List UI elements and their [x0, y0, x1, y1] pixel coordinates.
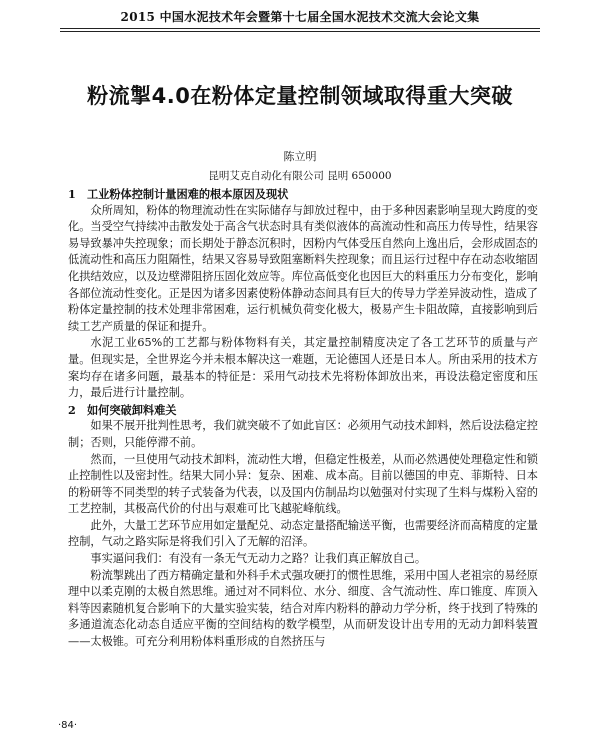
body-paragraph: 事实逼问我们：有没有一条无气无动力之路？让我们真正解放自己。: [90, 552, 427, 566]
page-number: ·84·: [58, 720, 78, 731]
header-rule: [60, 28, 540, 29]
body-paragraph: 水泥工业65%的工艺都与粉体物料有关，其定量控制精度决定了各工艺环节的质量与产量。但现实是，全世界迄今并未根本解决这一难题，无论德国人还是日本人。所由采用的技术方案均存在诸多问题，最基本的特征是：采用气动技术先将粉体卸放出来，再设法稳定密度和压力，最后进行计量控制。: [68, 336, 538, 400]
running-header: 2015 中国水泥技术年会暨第十七届全国水泥技术交流大会论文集: [120, 10, 480, 24]
header-rule: [60, 31, 540, 32]
author-name: 陈立明: [283, 150, 317, 163]
body-paragraph: 然而，一旦使用气动技术卸料，流动性大增，但稳定性极差，从而必然遇使处理稳定性和锁止控制性以及密封性。结果大同小异：复杂、困难、成本高。目前以德国的申克、菲斯特、日本的粉研等不同类型的转子式装备为代表，以及国内仿制品均以勉强对付实现了生料与煤粉入窑的工艺控制，其极高代价的付出与艰难可比飞越驼峰航线。: [68, 452, 538, 516]
article-title: 粉流掣4.0在粉体定量控制领域取得重大突破: [87, 84, 513, 108]
body-paragraph: 此外，大量工艺环节应用如定量配兑、动态定量搭配输送平衡，也需要经济而高精度的定量控制，气动之路实际是将我们引入了无解的沼泽。: [68, 518, 538, 549]
section-heading: 1 工业粉体控制计量困难的根本原因及现状: [68, 187, 289, 201]
body-paragraph: 如果不展开批判性思考，我们就突破不了如此盲区：必须用气动技术卸料，然后设法稳定控制；否则，只能停滞不前。: [68, 419, 538, 449]
author-affiliation: 昆明艾克自动化有限公司 昆明 650000: [208, 170, 392, 182]
article-body: [68, 186, 538, 651]
body-paragraph: 众所周知，粉体的物理流动性在实际储存与卸放过程中，由于多种因素影响呈现大跨度的变化。当受空气持续冲击散发处于高含气状态时具有类似液体的高流动性和高压力传导性，结果容易导致暴冲失控现象；而长期处于静态沉积时，因粉内气体受压自然向上逸出后，会形成固态的低流动性和高压力阻隔性，结果又容易导致阻塞断料失控现象；而且运行过程中存在动态收缩固化拱结效应，以及边壁滞阻挤压固化效应等。库位高低变化也因巨大的料重压力分布变化，影响各部位流动性变化。正是因为诸多因素使粉体静动态间具有巨大的传导力学差异波动性，造成了粉体定量控制的技术处理非常困难，运行机械负荷变化极大，极易产生卡阻故障，直接影响到后续工艺产质量的保证和提升。: [68, 203, 538, 333]
body-paragraph: 粉流掣跳出了西方精确定量和外科手术式强攻硬打的惯性思维，采用中国人老祖宗的易经原理中以柔克刚的太极自然思维。通过对不同料位、水分、细度、含气流动性、库口锥度、库顶入料等因素随机复合影响下的大量实验实装，结合对库内粉料的静动力学分析，终于找到了特殊的多通道流态化动态自适应平衡的空间结构的数学模型，从而研发设计出专用的无动力卸料装置——太极锥。可充分利用粉体料重形成的自然挤压与: [68, 568, 538, 649]
section-heading: 2 如何突破卸料难关: [68, 402, 177, 417]
